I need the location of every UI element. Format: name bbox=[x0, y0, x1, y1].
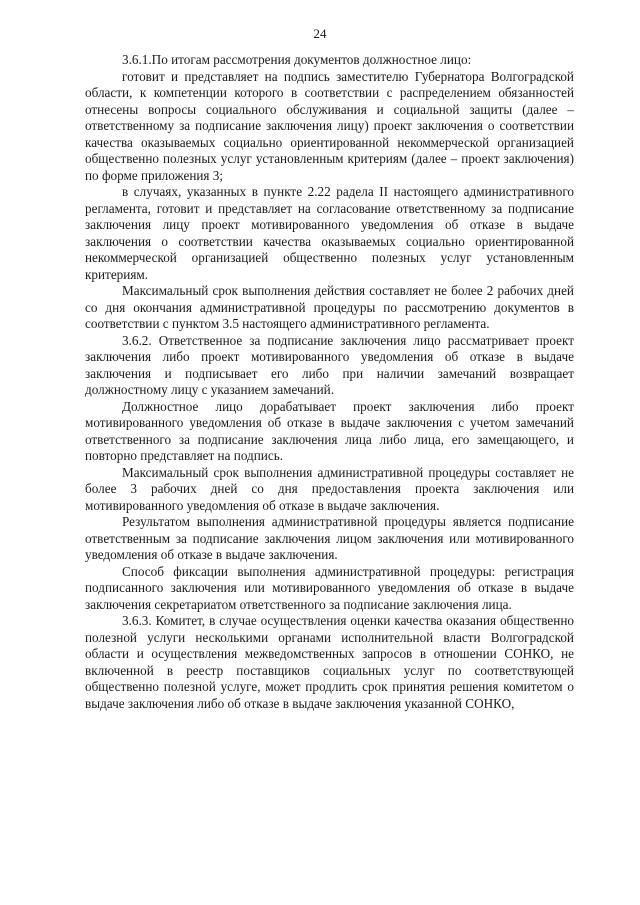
document-body bbox=[85, 52, 574, 712]
paragraph-result: Результатом выполнения административной процедуры является подписание ответственным за подписание заключения лицом заключения или мотивированного уведомления об отказе в выдаче заключения. bbox=[85, 514, 574, 562]
paragraph-3-6-2: 3.6.2. Ответственное за подписание заключения лицо рассматривает проект заключения либо проект мотивированного уведомления об отказе в выдаче заключения и подписывает его либо при наличии замечаний возвращает должностному лицу с указанием замечаний. bbox=[85, 332, 574, 397]
paragraph-fixation-method: Способ фиксации выполнения административной процедуры: регистрация подписанного заключения или мотивированного уведомления об отказе в выдаче заключения секретариатом ответственного за подписание заключения лица. bbox=[85, 563, 574, 612]
paragraph-3-6-3: 3.6.3. Комитет, в случае осуществления оценки качества оказания общественно полезной услуги несколькими органами исполнительной власти Волгоградской области и осуществления межведомственных запросов в отношении СОНКО, не включенной в реестр поставщиков социальных услуг по соответствующей общественно полезной услуге, может продлить срок принятия решения комитетом о выдаче заключения либо об отказе в выдаче заключения указанной СОНКО, bbox=[85, 613, 574, 711]
paragraph-refusal-cases: в случаях, указанных в пункте 2.22 радела II настоящего административного регламента, готовит и представляет на согласование ответственному за подписание заключения лицу проект мотивированного уведомления об отказе в выдаче заключения о соответствии качества оказываемых социально ориентированной некоммерческой организацией общественно полезных услуг установленным критериям. bbox=[85, 184, 574, 282]
paragraph-max-term-1: Максимальный срок выполнения действия составляет не более 2 рабочих дней со дня окончания административной процедуры по рассмотрению документов в соответствии с пунктом 3.5 настоящего административного регламента. bbox=[85, 283, 574, 331]
paragraph-3-6-1-heading: 3.6.1.По итогам рассмотрения документов должностное лицо: bbox=[122, 52, 472, 67]
paragraph-revision: Должностное лицо дорабатывает проект заключения либо проект мотивированного уведомления об отказе в выдаче заключения с учетом замечаний ответственного за подписание заключения лица либо лица, его замещающего, и повторно представляет на подпись. bbox=[85, 398, 574, 463]
page-number: 24 bbox=[313, 26, 327, 41]
paragraph-max-term-2: Максимальный срок выполнения административной процедуры составляет не более 3 рабочих дней со дня предоставления проекта заключения или мотивированного уведомления об отказе в выдаче заключения. bbox=[85, 464, 574, 513]
paragraph-prepares-draft: готовит и представляет на подпись заместителю Губернатора Волгоградской области, к компетенции которого в соответствии с распределением обязанностей отнесены вопросы социального обслуживания и социальной защиты (далее – ответственному за подписание заключения лицу) проект заключения о соответствии качества оказываемых социально ориентированной некоммерческой организацией общественно полезных услуг установленным критериям (далее – проект заключения) по форме приложения 3; bbox=[85, 68, 574, 183]
